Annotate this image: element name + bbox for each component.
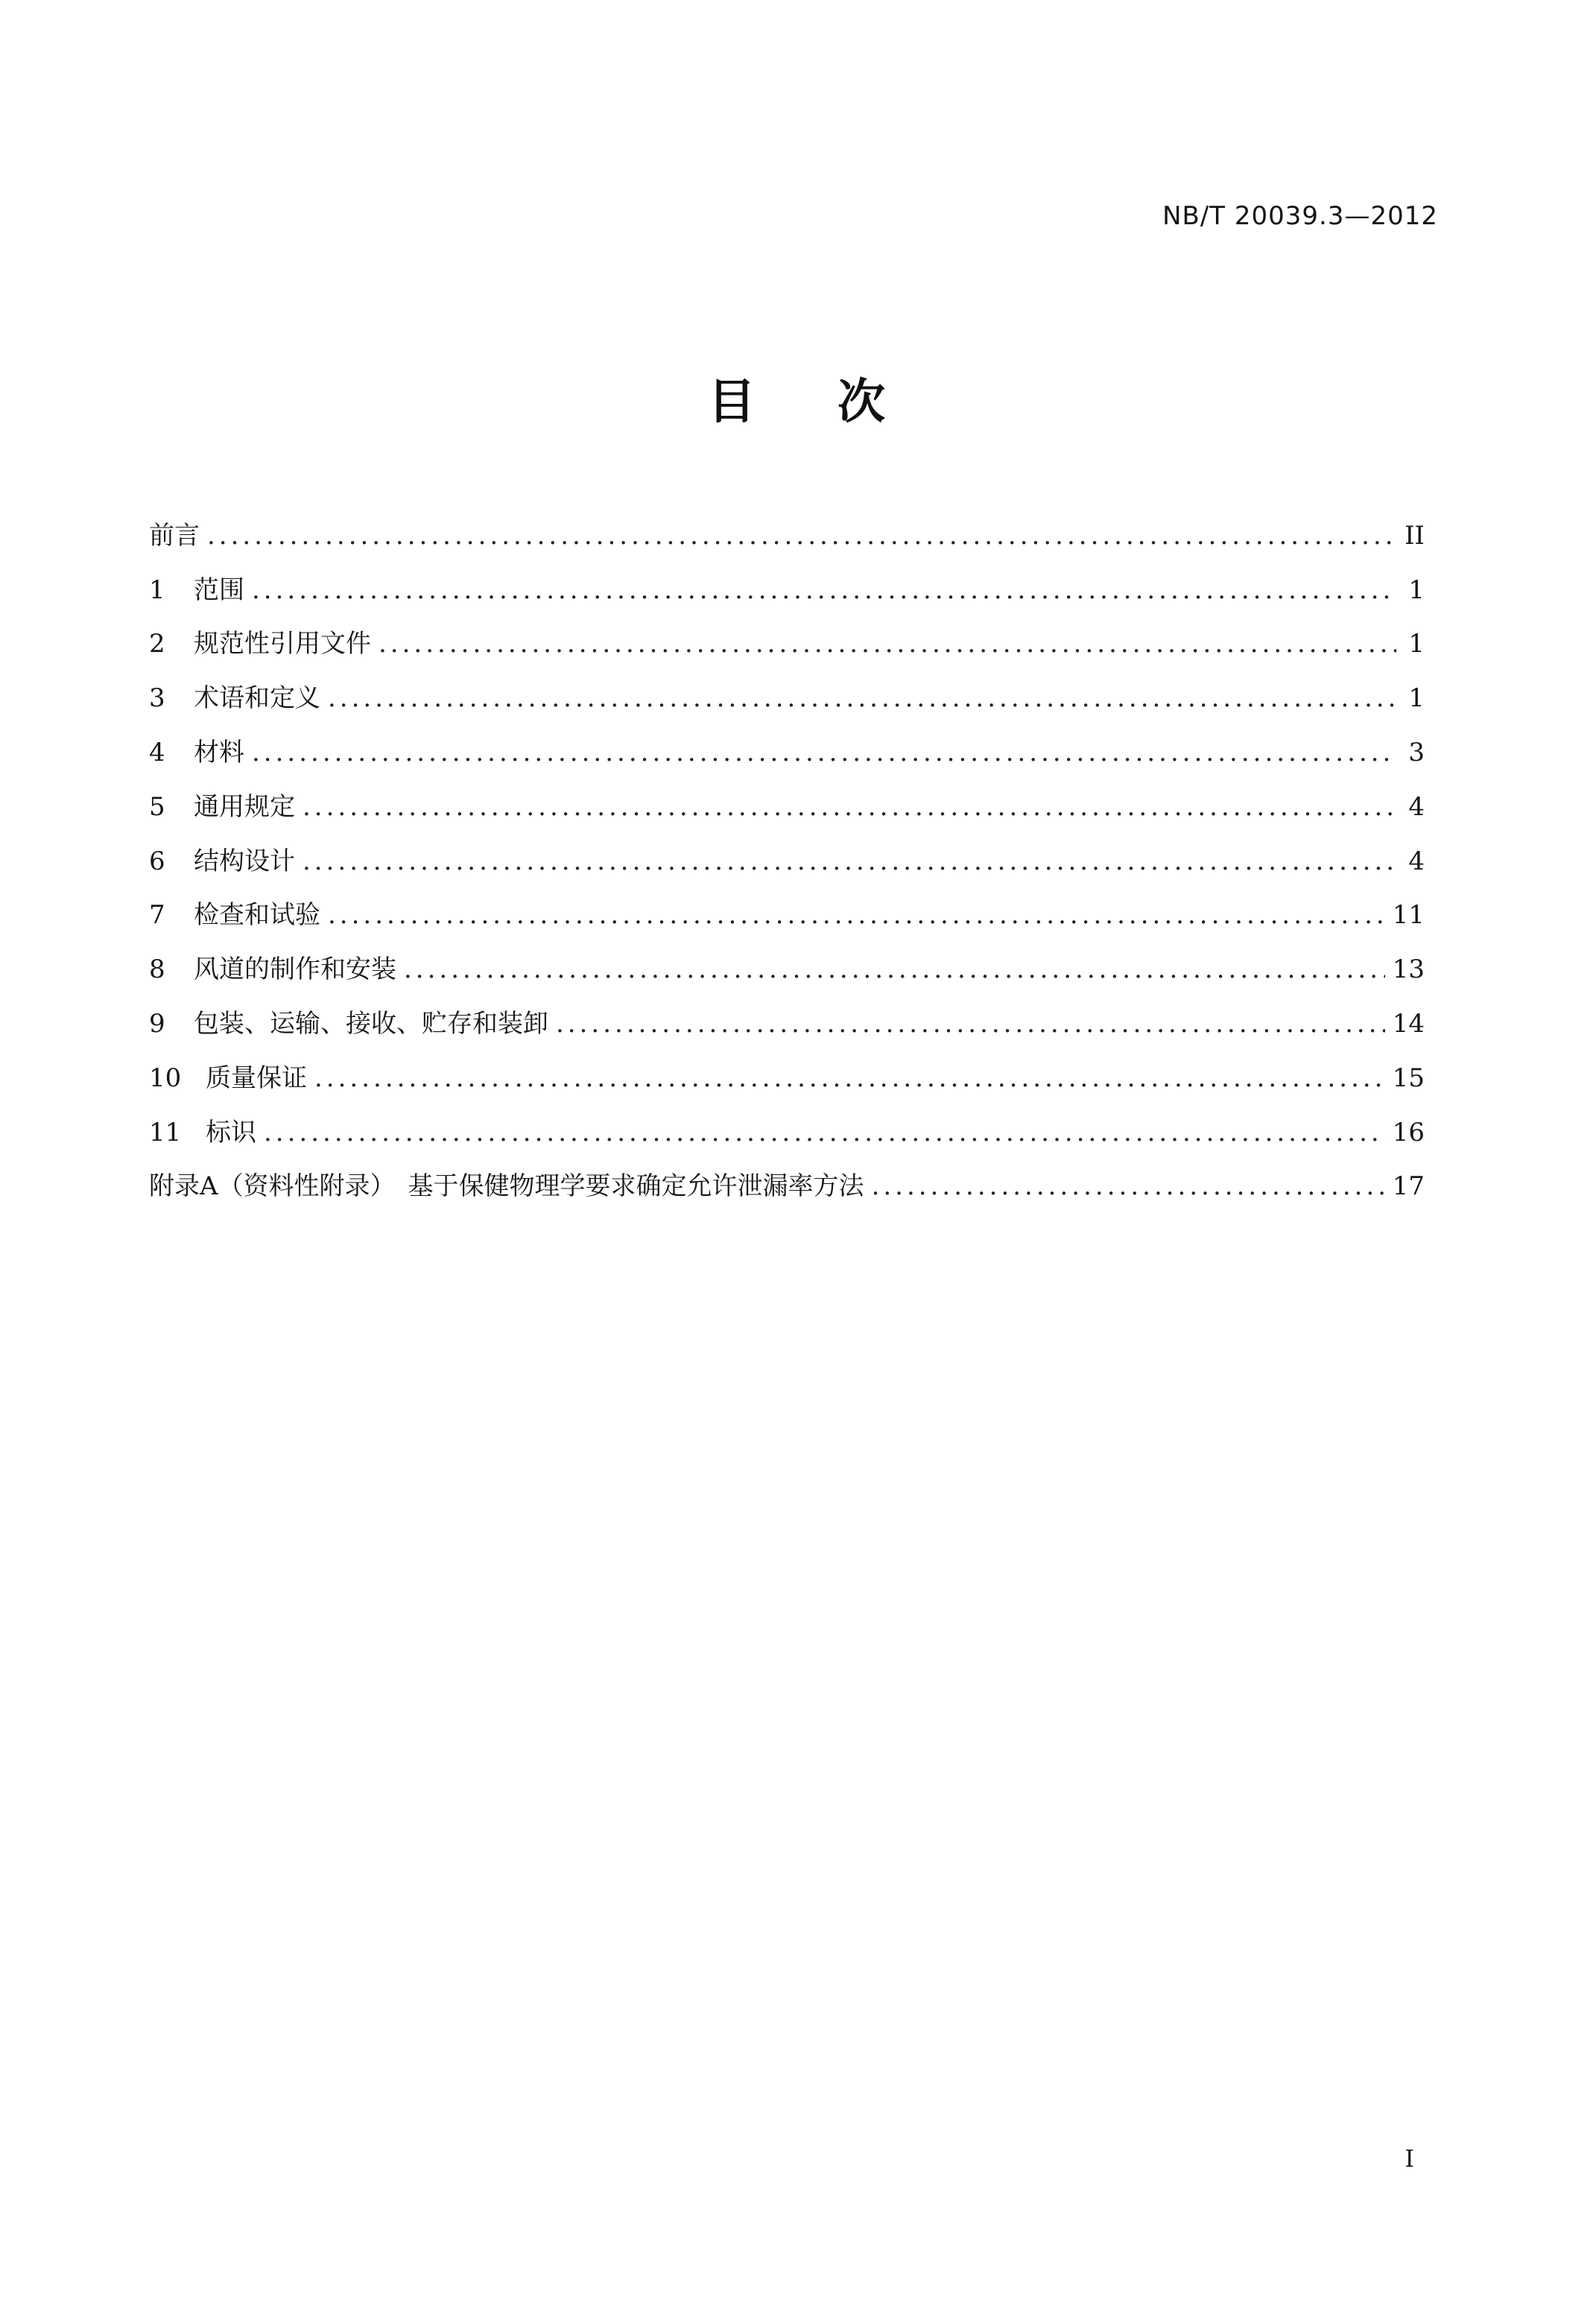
toc-entry-number: 3 — [149, 683, 165, 714]
toc-entry-label: 前言 — [149, 520, 200, 551]
toc-entry-page: 1 — [1408, 574, 1425, 605]
toc-leader-dots — [252, 574, 1396, 607]
toc-entry-number: 1 — [149, 574, 165, 605]
toc-leader-dots — [303, 845, 1396, 878]
toc-entry[interactable] — [149, 1149, 1425, 1203]
toc-entry-page: II — [1404, 520, 1425, 551]
toc-entry[interactable] — [149, 1040, 1425, 1095]
toc-entry-label: 附录A（资料性附录） 基于保健物理学要求确定允许泄漏率方法 — [149, 1171, 864, 1202]
toc-entry-page: 3 — [1408, 737, 1425, 767]
toc-entry-label: 质量保证 — [206, 1063, 307, 1093]
toc-entry-number: 9 — [149, 1008, 165, 1039]
toc-entry-page: 17 — [1392, 1171, 1425, 1202]
page-title: 目次 — [708, 375, 967, 430]
toc-entry-label: 材料 — [194, 737, 244, 767]
toc-entry[interactable] — [149, 607, 1425, 661]
toc-entry[interactable] — [149, 931, 1425, 986]
toc-entry-page: 11 — [1392, 900, 1425, 931]
toc-entry-number: 10 — [149, 1063, 182, 1093]
toc-entry[interactable] — [149, 660, 1425, 715]
toc-leader-dots — [252, 736, 1396, 769]
toc-entry-number: 4 — [149, 737, 165, 767]
toc-entry-number: 7 — [149, 900, 165, 931]
toc-entry-label: 术语和定义 — [194, 683, 320, 714]
toc-entry-page: 1 — [1408, 683, 1425, 714]
toc-entry[interactable] — [149, 552, 1425, 607]
toc-entry[interactable] — [149, 986, 1425, 1040]
toc-entry-label: 结构设计 — [194, 846, 295, 876]
toc-leader-dots — [328, 899, 1385, 931]
toc-entry-label: 范围 — [194, 574, 244, 605]
toc-leader-dots — [314, 1062, 1385, 1095]
toc-leader-dots — [264, 1116, 1385, 1149]
toc-entry-page: 13 — [1392, 954, 1425, 985]
toc-leader-dots — [303, 791, 1396, 823]
toc-entry-number: 5 — [149, 791, 165, 822]
toc-entry-page: 16 — [1392, 1117, 1425, 1147]
toc-entry-number: 8 — [149, 954, 165, 985]
page-number: I — [1404, 2144, 1414, 2173]
toc-leader-dots — [872, 1170, 1385, 1203]
toc-entry[interactable] — [149, 715, 1425, 769]
toc-entry-number: 2 — [149, 629, 165, 659]
toc-entry-label: 检查和试验 — [194, 900, 320, 931]
toc-entry-number: 11 — [149, 1117, 182, 1147]
toc-entry-number: 6 — [149, 846, 165, 876]
toc-leader-dots — [328, 682, 1396, 715]
toc-entry-label: 标识 — [206, 1117, 256, 1147]
toc-entry-label: 风道的制作和安装 — [194, 954, 396, 985]
toc-entry-label: 规范性引用文件 — [194, 629, 371, 659]
toc-leader-dots — [556, 1007, 1385, 1040]
toc-entry-page: 4 — [1408, 846, 1425, 876]
standard-code: NB/T 20039.3—2012 — [1162, 201, 1438, 231]
toc-entry-page: 14 — [1392, 1008, 1425, 1039]
toc-entry[interactable] — [149, 498, 1425, 552]
toc-entry[interactable] — [149, 823, 1425, 878]
toc-entry[interactable] — [149, 878, 1425, 932]
toc-entry-page: 4 — [1408, 791, 1425, 822]
toc-entry-page: 15 — [1392, 1063, 1425, 1093]
toc-entry-page: 1 — [1408, 629, 1425, 659]
toc-leader-dots — [207, 519, 1396, 552]
table-of-contents — [149, 498, 1425, 1203]
toc-entry[interactable] — [149, 769, 1425, 823]
toc-entry[interactable] — [149, 1095, 1425, 1149]
toc-leader-dots — [404, 953, 1385, 986]
toc-entry-label: 通用规定 — [194, 791, 295, 822]
toc-leader-dots — [379, 627, 1396, 660]
toc-entry-label: 包装、运输、接收、贮存和装卸 — [194, 1008, 548, 1039]
